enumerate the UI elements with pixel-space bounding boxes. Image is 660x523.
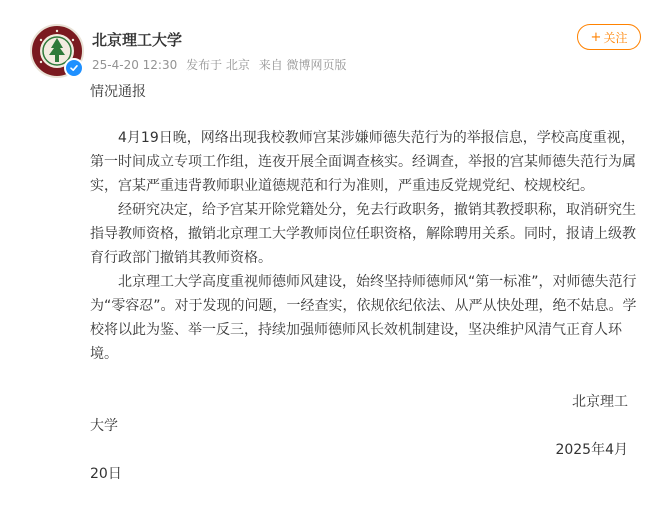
- follow-label: 关注: [603, 30, 628, 45]
- verified-badge-icon: [64, 58, 84, 78]
- post-meta: [92, 56, 352, 73]
- post-heading: 情况通报: [90, 84, 146, 100]
- follow-button[interactable]: [577, 24, 641, 50]
- signature-line-1: 北京理工: [572, 394, 628, 410]
- post-time[interactable]: 25-4-20 12:30: [92, 58, 178, 72]
- plus-icon: +: [590, 29, 602, 45]
- paragraph-3: 北京理工大学高度重视师德师风建设，始终坚持师德师风“第一标准”，对师德失范行为“零容忍”。对于发现的问题，一经查实，依规依纪依法、从严从快处理，绝不姑息。学校将以此为鉴、举一反三，持续加强师德师风长效机制建设，坚决维护风清气正育人环境。: [90, 274, 637, 362]
- post-content: [90, 80, 642, 486]
- paragraph-2: 经研究决定，给予宫某开除党籍处分，免去行政职务，撤销其教授职称，取消研究生指导教师资格，撤销北京理工大学教师岗位任职资格，解除聘用关系。同时，报请上级教育行政部门撤销其教师资格。: [90, 202, 636, 266]
- paragraph-1: 4月19日晚，网络出现我校教师宫某涉嫌师德失范行为的举报信息，学校高度重视，第一时间成立专项工作组，连夜开展全面调查核实。经调查，举报的宫某师德失范行为属实，宫某严重违背教师职业道德规范和行为准则，严重违反党规党纪、校规校纪。: [90, 130, 636, 194]
- post-source: 来自 微博网页版: [258, 58, 347, 72]
- avatar[interactable]: [30, 24, 84, 78]
- signature-line-2: 大学: [90, 418, 118, 434]
- post-location: 发布于 北京: [186, 58, 250, 72]
- author-name[interactable]: 北京理工大学: [92, 31, 183, 49]
- date-line-1: 2025年4月: [555, 442, 628, 458]
- date-line-2: 20日: [90, 466, 122, 482]
